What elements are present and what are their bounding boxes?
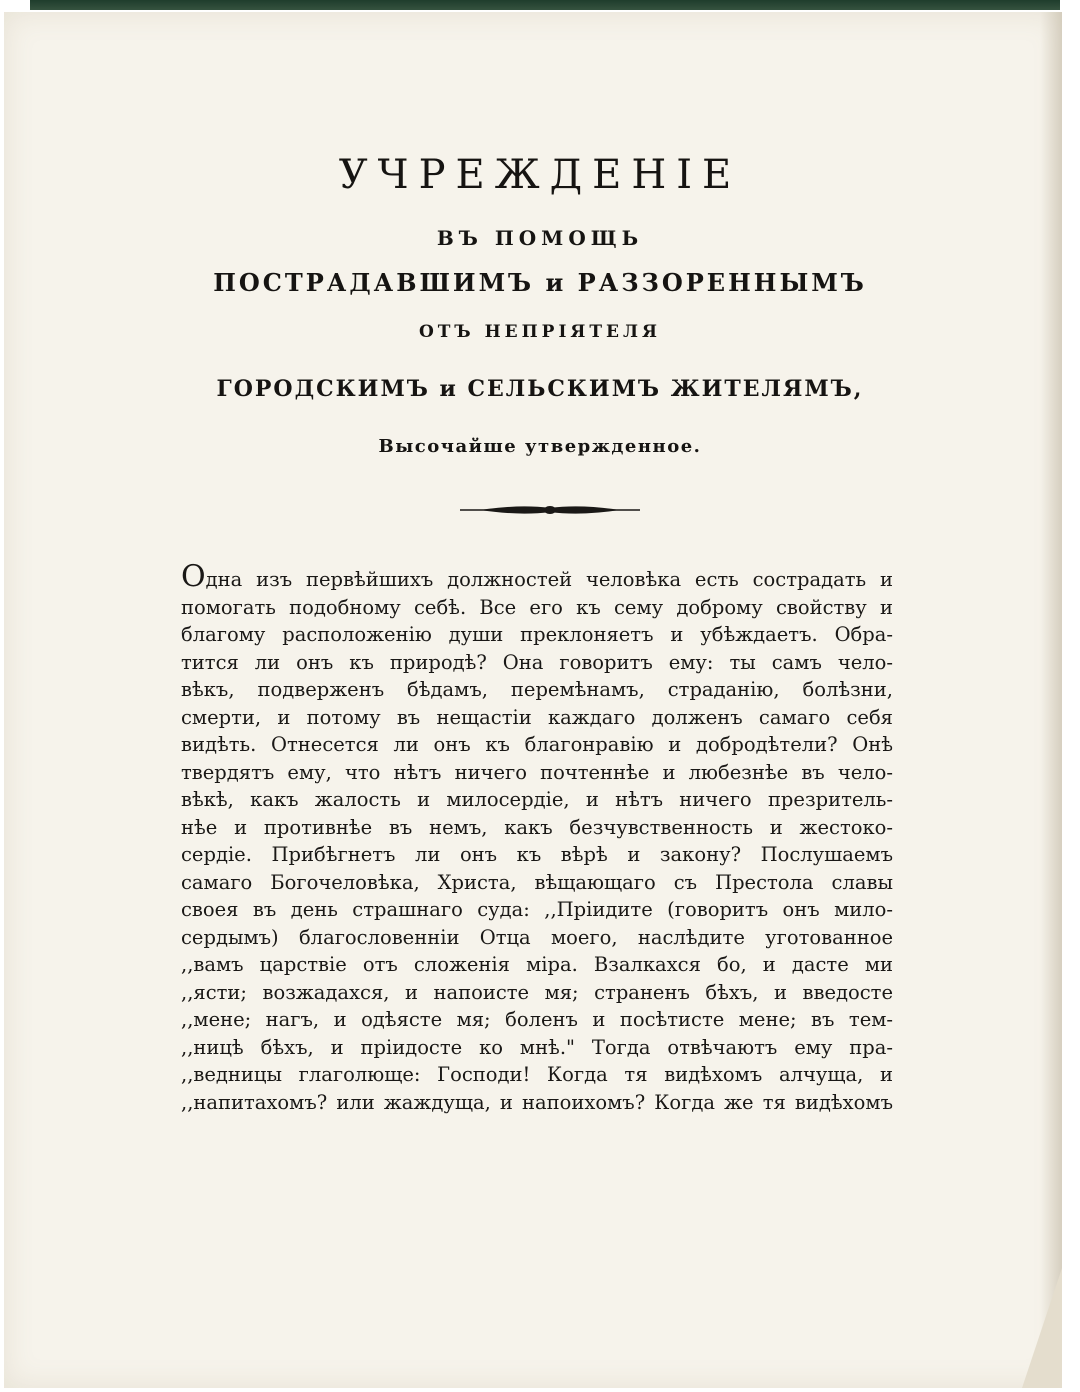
ornament-divider-icon (460, 500, 640, 520)
body-line: самаго Богочеловѣка, Христа, вѣщающаго съ Престола славы (181, 870, 893, 894)
drop-cap: О (181, 559, 206, 594)
body-line: вѣкъ, подверженъ бѣдамъ, перемѣнамъ, страданію, болѣзни, (181, 678, 893, 701)
body-line: ,,вамъ царствіе отъ сложенія міра. Взалкахся бо, и дасте ми (181, 953, 893, 976)
body-line: помогать подобному себѣ. Все его къ сему доброму свойству и (181, 595, 893, 619)
body-line: вѣкѣ, какъ жалость и милосердіе, и нѣтъ ничего презритель- (181, 788, 893, 811)
body-line: ,,ясти; возжадахся, и напоисте мя; страненъ бѣхъ, и введосте (181, 980, 893, 1004)
document-title: УЧРЕЖДЕНІЕ (338, 152, 742, 198)
body-line: нѣе и противнѣе въ немъ, какъ безчувственность и жестоко- (181, 815, 893, 839)
title-line-6: Высочайше утвержденное. (378, 436, 702, 457)
title-line-3: ПОСТРАДАВШИМЪ и РАЗЗОРЕННЫМЪ (213, 268, 867, 297)
body-line: смерти, и потому въ нещастіи каждаго долженъ самаго себя (181, 705, 893, 729)
body-line: сердымъ) благословенніи Отца моего, наслѣдите уготованное (181, 925, 893, 949)
title-line-2: ВЪ ПОМОЩЬ (436, 226, 644, 250)
title-line-4: ОТЪ НЕПРІЯТЕЛЯ (418, 322, 662, 342)
body-line: твердятъ ему, что нѣтъ ничего почтеннѣе и любезнѣе въ чело- (181, 760, 893, 784)
book-binding-edge (30, 0, 1060, 10)
body-line: ,,напитахомъ? или жаждуща, и напоихомъ? Когда же тя видѣхомъ (181, 1090, 893, 1114)
body-line: ,,ницѣ бѣхъ, и пріидосте ко мнѣ." Тогда отвѣчаютъ ему пра- (181, 1035, 893, 1059)
page-corner-fold (1022, 1268, 1062, 1388)
body-paragraph (181, 559, 893, 1116)
body-line: ,,мене; нагъ, и одѣясте мя; боленъ и посѣтисте мене; въ тем- (181, 1008, 893, 1031)
body-line: тится ли онъ къ природѣ? Она говоритъ ему: ты самъ чело- (181, 650, 893, 674)
body-line-first (181, 559, 893, 594)
first-line-text: дна изъ первѣйшихъ должностей человѣка есть сострадать и (205, 568, 893, 591)
title-line-5: ГОРОДСКИМЪ и СЕЛЬСКИМЪ ЖИТЕЛЯМЪ, (216, 376, 864, 402)
body-line: своея въ день страшнаго суда: ,,Пріидите (говоритъ онъ мило- (181, 898, 893, 921)
body-line: ,,ведницы глаголюще: Господи! Когда тя видѣхомъ алчуща, и (181, 1063, 893, 1086)
body-line: видѣть. Отнесется ли онъ къ благонравію и добродѣтели? Онѣ (181, 733, 893, 756)
body-line: благому расположенію души преклоняетъ и убѣждаетъ. Обра- (181, 623, 893, 646)
page-edge-shadow (1040, 12, 1062, 1388)
body-line: сердіе. Прибѣгнетъ ли онъ къ вѣрѣ и закону? Послушаемъ (181, 843, 893, 866)
